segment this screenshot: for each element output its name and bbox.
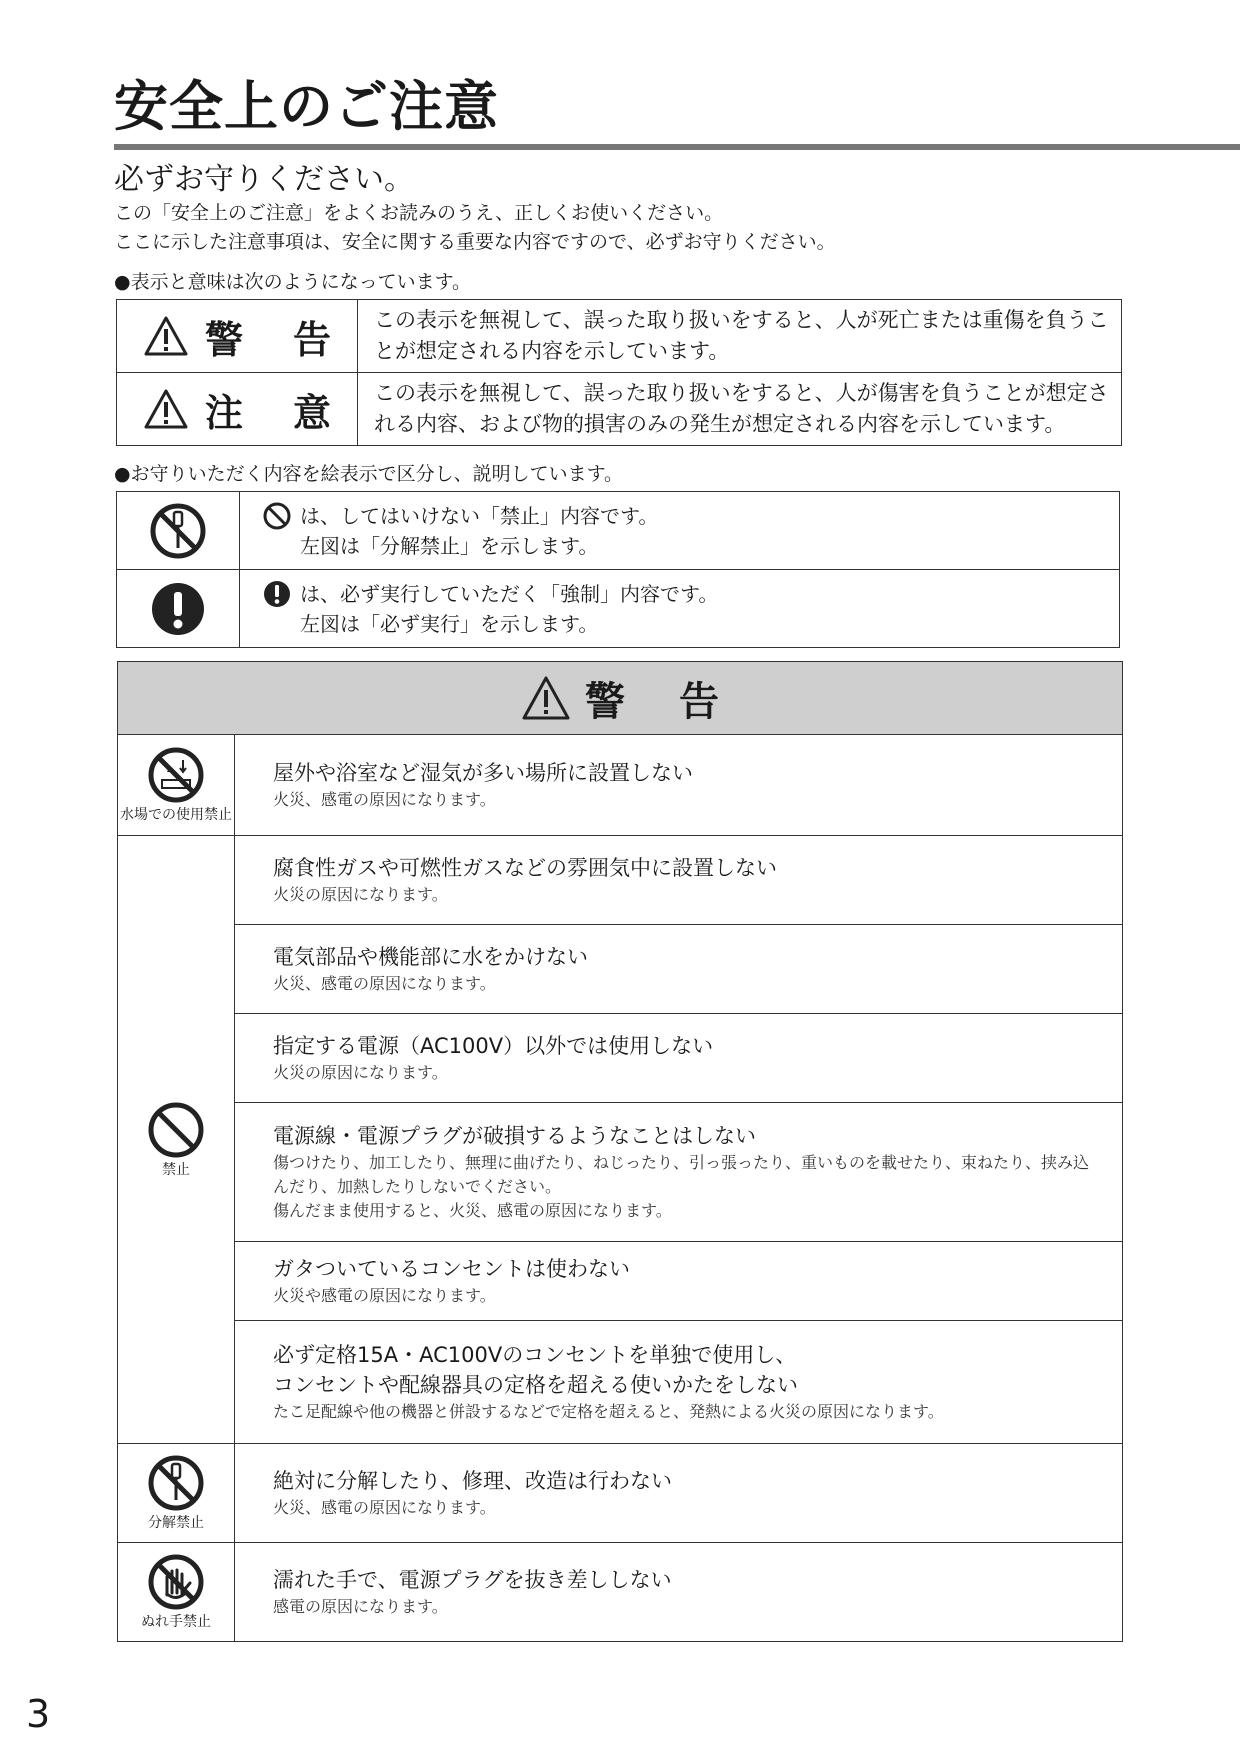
mandatory-icon (149, 580, 207, 638)
page-number: 3 (26, 1692, 51, 1736)
item-detail-2: 傷んだまま使用すると、火災、感電の原因になります。 (273, 1201, 672, 1220)
item-heading: 電気部品や機能部に水をかけない (273, 945, 588, 969)
page-title: 安全上のご注意 (114, 75, 499, 138)
warning-group-wet-hands (118, 1543, 1123, 1642)
intro-text-1: この「安全上のご注意」をよくお読みのうえ、正しくお使いください。 (114, 202, 724, 224)
signal-legend-heading: ●表示と意味は次のようになっています。 (114, 271, 472, 293)
prohibited-icon (262, 501, 292, 531)
warning-group-prohibited (118, 836, 1123, 925)
warning-item (235, 1444, 1123, 1543)
icon-label: 分解禁止 (148, 1515, 204, 1531)
signal-desc-caution: この表示を無視して、誤った取り扱いをすると、人が傷害を負うことが想定される内容、および物的損害のみの発生が想定される内容を示しています。 (358, 373, 1122, 446)
item-heading: 腐食性ガスや可燃性ガスなどの雰囲気中に設置しない (273, 856, 777, 880)
icon-label: 水場での使用禁止 (120, 807, 232, 823)
warning-triangle-icon (143, 315, 189, 357)
icon-label: ぬれ手禁止 (141, 1614, 211, 1630)
symbol-legend-table (116, 491, 1120, 648)
symbol-note-prohibited: 左図は「分解禁止」を示します。 (300, 533, 599, 558)
title-divider (114, 144, 1240, 150)
icon-label: 禁止 (162, 1161, 190, 1178)
no-disassembly-icon (147, 1454, 205, 1512)
intro-text-2: ここに示した注意事項は、安全に関する重要な内容ですので、必ずお守りください。 (114, 231, 836, 253)
warning-triangle-icon (143, 388, 189, 430)
item-detail: 火災の原因になります。 (273, 1063, 448, 1082)
item-detail: 火災や感電の原因になります。 (273, 1286, 496, 1305)
no-disassembly-icon (149, 502, 207, 560)
item-detail: 火災、感電の原因になります。 (273, 974, 496, 993)
item-heading: 濡れた手で、電源プラグを抜き差ししない (273, 1568, 672, 1592)
signal-row-warning (117, 300, 1122, 373)
item-detail: 火災、感電の原因になります。 (273, 790, 496, 809)
no-wet-location-icon (147, 746, 205, 804)
warning-triangle-icon (521, 675, 571, 721)
item-heading: 必ず定格15A・AC100Vのコンセントを単独で使用し、 (273, 1343, 797, 1367)
item-heading-2: コンセントや配線器具の定格を超える使いかたをしない (273, 1373, 798, 1397)
symbol-note-mandatory: 左図は「必ず実行」を示します。 (300, 611, 599, 636)
warning-item (235, 1543, 1123, 1642)
prohibited-icon (147, 1101, 205, 1159)
symbol-row-prohibited (117, 492, 1120, 570)
warning-item (235, 735, 1123, 836)
mandatory-icon (262, 579, 292, 609)
warning-group-wet-location (118, 735, 1123, 836)
warning-item (235, 1321, 1123, 1444)
warning-item (235, 836, 1123, 925)
item-heading: 絶対に分解したり、修理、改造は行わない (273, 1469, 672, 1493)
warning-item (235, 925, 1123, 1014)
subtitle: 必ずお守りください。 (114, 162, 414, 197)
warning-table (117, 661, 1123, 1642)
item-detail: 傷つけたり、加工したり、無理に曲げたり、ねじったり、引っ張ったり、重いものを載せたり、束ねたり、挟み込んだり、加熱したりしないでください。 (273, 1153, 1090, 1196)
item-detail: 感電の原因になります。 (273, 1597, 448, 1616)
signal-label-warning: 警告 (204, 317, 381, 362)
no-wet-hands-icon (147, 1553, 205, 1611)
warning-item (235, 1103, 1123, 1242)
item-heading: 指定する電源（AC100V）以外では使用しない (273, 1034, 714, 1058)
signal-row-caution (117, 373, 1122, 446)
warning-item (235, 1014, 1123, 1103)
item-heading: 電源線・電源プラグが破損するようなことはしない (273, 1124, 756, 1148)
symbol-desc-mandatory: は、必ず実行していただく「強制」内容です。 (300, 581, 719, 606)
warning-item (235, 1242, 1123, 1321)
item-heading: 屋外や浴室など湿気が多い場所に設置しない (273, 761, 693, 785)
signal-word-table (116, 299, 1122, 446)
symbol-legend-heading: ●お守りいただく内容を絵表示で区分し、説明しています。 (114, 463, 624, 485)
warning-header-label: 警告 (585, 678, 773, 725)
item-detail: たこ足配線や他の機器と併設するなどで定格を超えると、発熱による火災の原因になります。 (273, 1402, 944, 1421)
symbol-desc-prohibited: は、してはいけない「禁止」内容です。 (300, 503, 659, 528)
item-heading: ガタついているコンセントは使わない (273, 1257, 630, 1281)
item-detail: 火災の原因になります。 (273, 885, 448, 904)
warning-header (118, 662, 1123, 735)
warning-group-no-disassembly (118, 1444, 1123, 1543)
signal-desc-warning: この表示を無視して、誤った取り扱いをすると、人が死亡または重傷を負うことが想定される内容を示しています。 (358, 300, 1122, 373)
signal-label-caution: 注意 (204, 390, 381, 435)
item-detail: 火災、感電の原因になります。 (273, 1498, 496, 1517)
symbol-row-mandatory (117, 570, 1120, 648)
